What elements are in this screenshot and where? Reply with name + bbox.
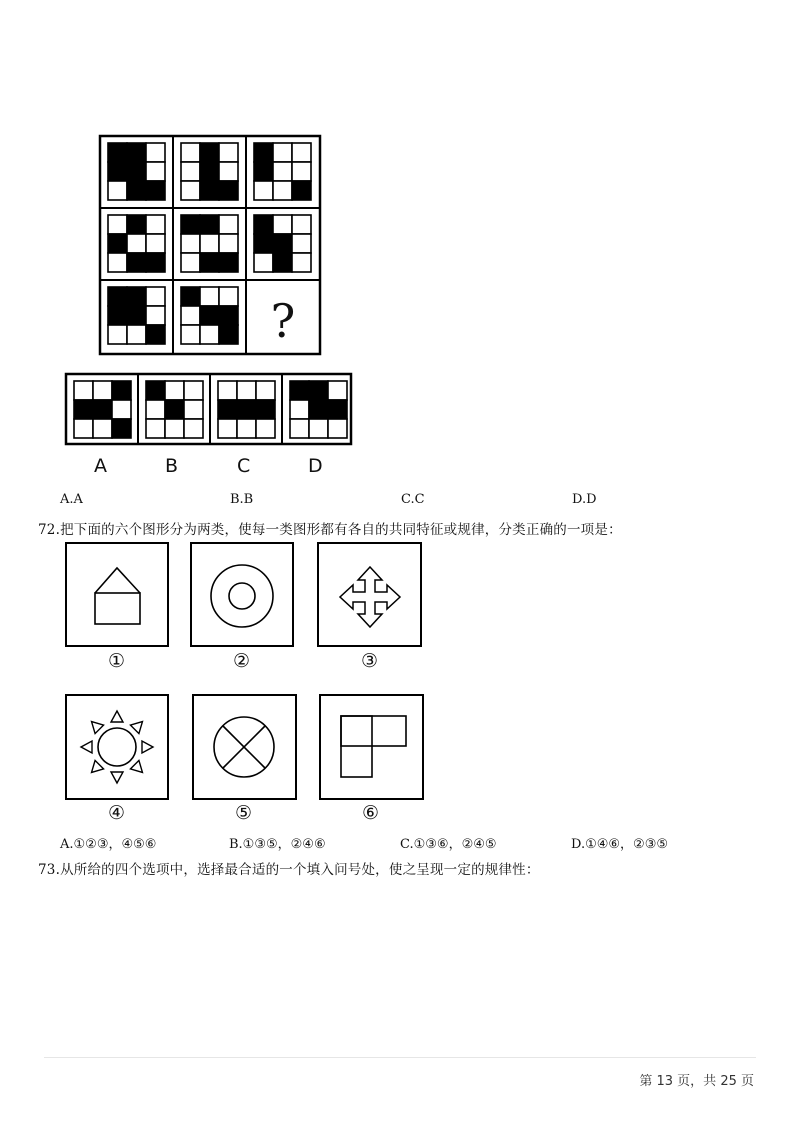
sun-ray [142,741,153,753]
sun-ray [111,711,123,722]
q73-stem-text: 从所给的四个选项中，选择最合适的一个填入问号处，使之呈现一定的规律性： [60,862,540,878]
q72-option-c[interactable]: C.①③⑥，②④⑤ [400,837,497,852]
figure-label-5: ⑤ [235,802,253,824]
option-letter-a: A [94,455,107,477]
sun-ray [81,741,92,753]
q71-option-b[interactable]: B.B [230,492,254,507]
footer-divider [44,1057,756,1058]
sun-ray [111,772,123,783]
question-mark: ? [270,294,296,348]
q72-number: 72. [38,522,61,538]
figure-label-1: ① [108,650,126,672]
q72-stem-text: 把下面的六个图形分为两类，使每一类图形都有各自的共同特征或规律，分类正确的一项是： [60,522,622,538]
figure-label-2: ② [233,650,251,672]
q73-stem [38,858,540,878]
figure-label-3: ③ [361,650,379,672]
figure-6-rectangles [320,695,423,799]
sun-ray [130,722,142,734]
figure-2-circles [191,543,293,646]
q72-option-b[interactable]: B.①③⑤，②④⑥ [229,837,326,852]
sun-ray [92,722,104,734]
option-letter-c: C [237,455,251,477]
figure-3-arrows [318,543,421,646]
q71-option-c[interactable]: C.C [401,492,425,507]
figure-label-6: ⑥ [362,802,380,824]
figure-label-4: ④ [108,802,126,824]
figure-4-sun [66,695,168,799]
q72-option-d[interactable]: D.①④⑥，②③⑤ [571,837,669,852]
option-letter-b: B [165,455,179,477]
q71-option-a[interactable]: A.A [60,492,83,507]
q72-option-a[interactable]: A.①②③，④⑤⑥ [60,837,157,852]
q71-option-d[interactable]: D.D [572,492,597,507]
figure-5-circle-x [193,695,296,799]
figure-1-house [66,543,168,646]
sun-ray [130,760,142,772]
page-number: 第 13 页，共 25 页 [639,1074,754,1089]
sun-ray [92,760,104,772]
q73-number: 73. [38,862,61,878]
option-letter-d: D [308,455,323,477]
